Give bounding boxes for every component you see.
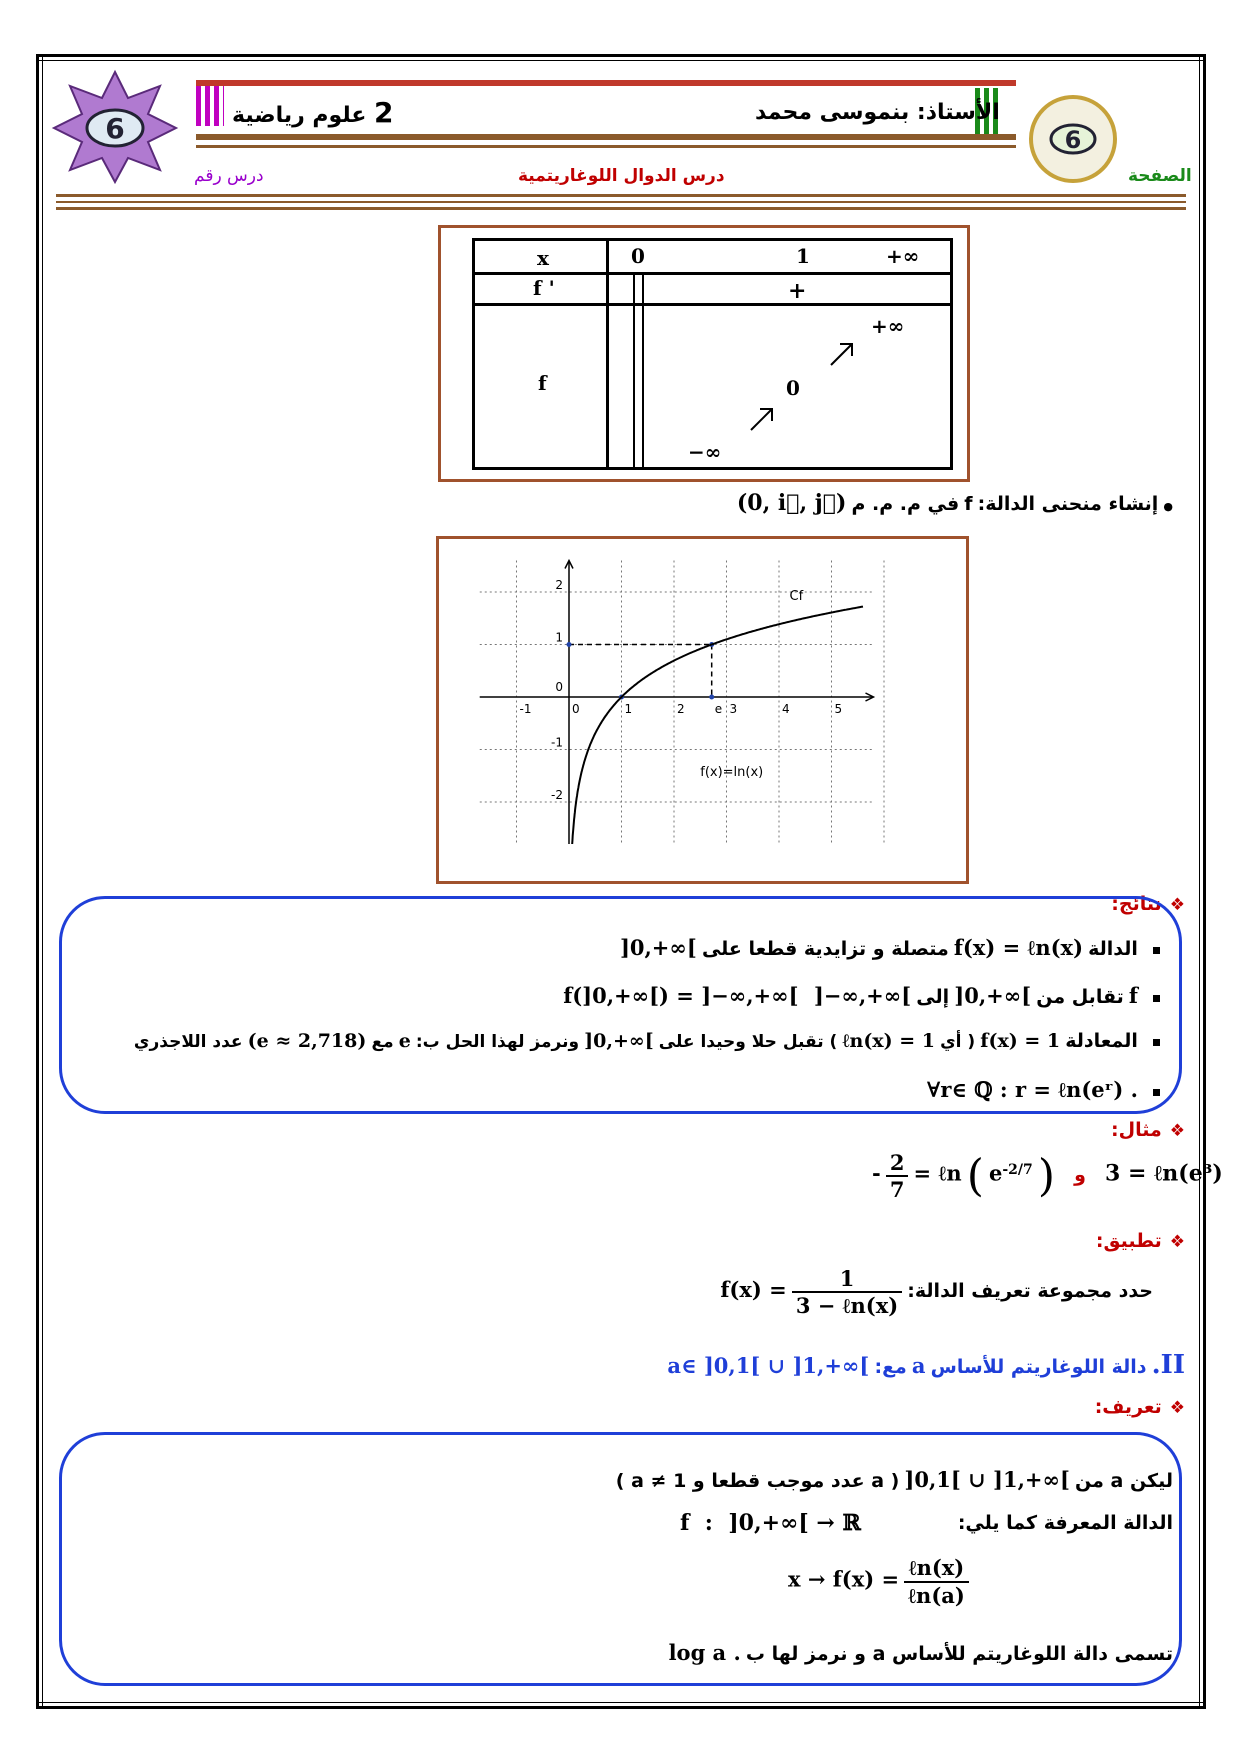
header-under-1 xyxy=(56,194,1186,197)
example-heading-text: مثال: xyxy=(1111,1119,1162,1141)
frame-top-1 xyxy=(36,54,1206,57)
result-item-4: ∀r∈ ℚ : r = ℓn(eʳ) . xyxy=(927,1077,1160,1103)
vt-f-bottom: −∞ xyxy=(688,440,722,464)
application-heading xyxy=(1096,1230,1185,1252)
vt-fprime-sign: + xyxy=(788,278,807,304)
y-tick-label: 2 xyxy=(555,578,563,592)
x-tick-label: 0 xyxy=(572,702,580,716)
vt-hline-2 xyxy=(472,303,950,306)
section2-line: II. دالة اللوغاريتم للأساس a مع: a∈ ]0,1[ ∪ ]1,+∞[ xyxy=(667,1350,1185,1380)
definition-heading-text: تعريف: xyxy=(1094,1396,1162,1418)
frame-bottom-2 xyxy=(36,1706,1206,1709)
vt-f-label: f xyxy=(538,371,547,395)
vt-hline-1 xyxy=(472,272,950,275)
application-diamond-icon: ❖ xyxy=(1169,1232,1185,1252)
x-tick-label: 3 xyxy=(729,702,738,716)
vt-vline-label xyxy=(606,238,609,467)
curve-section-frame-text: في م. م. م xyxy=(851,493,960,515)
definition-diamond-icon: ❖ xyxy=(1169,1398,1185,1418)
point-xe xyxy=(709,695,714,700)
vt-fprime-label: f ' xyxy=(533,276,555,300)
vt-x-inf: +∞ xyxy=(886,244,920,268)
frame-right-1 xyxy=(1199,54,1200,1709)
vt-f-top: +∞ xyxy=(871,314,905,338)
header-top-bar xyxy=(196,80,1016,86)
frame-left-2 xyxy=(42,54,43,1709)
vt-x-label: x xyxy=(537,246,549,270)
header-under-3 xyxy=(56,207,1186,210)
x-tick-label: 1 xyxy=(624,702,633,716)
y-tick-label: 1 xyxy=(555,630,563,645)
y-tick-label: -1 xyxy=(551,735,563,750)
curve-section-frame: (0, i⃗, j⃗) xyxy=(736,490,847,516)
definition-line-1: ليكن a من ]0,1[ ∪ ]1,+∞[ ( a عدد موجب قطعا و a ≠ 1 ) xyxy=(615,1467,1173,1492)
frame-left-1 xyxy=(36,54,39,1709)
vt-double-bar xyxy=(633,272,644,467)
example-diamond-icon: ❖ xyxy=(1169,1121,1185,1141)
curve-section-f: f xyxy=(964,493,973,515)
level-number: 2 xyxy=(374,96,394,129)
frame-top-2 xyxy=(36,60,1206,61)
header-under-2 xyxy=(56,201,1186,203)
application-line: حدد مجموعة تعريف الدالة: f(x) = $\frac{1}{\text{3 − ℓn(x)}}$ xyxy=(720,1266,1153,1318)
chart-box xyxy=(436,536,969,884)
page-badge-digit: 6 xyxy=(1064,126,1082,154)
point-y1 xyxy=(567,642,572,647)
header-bar-1 xyxy=(196,134,1016,140)
vt-x-1: 1 xyxy=(796,244,810,268)
curve-section-line: ● إنشاء منحنى الدالة: f في م. م. م (0, i⃗, j⃗) xyxy=(736,490,1173,516)
results-diamond-icon: ❖ xyxy=(1169,895,1185,915)
example-expression: - $\frac{2}{7}$ = ℓn ( $e^{-2/7}$ ) و 3 = ℓn(e³) xyxy=(872,1150,1223,1202)
result-item-1: الدالة f(x) = ℓn(x) متصلة و تزايدية قطعا على ]0,+∞[ xyxy=(620,935,1160,961)
example-heading xyxy=(1111,1119,1185,1141)
definition-line-4: تسمى دالة اللوغاريتم للأساس a و نرمز لها ب log a . xyxy=(668,1640,1173,1665)
curve-label: Cf xyxy=(789,588,804,604)
definition-heading xyxy=(1095,1396,1185,1418)
legend-label: f(x)=ln(x) xyxy=(700,764,764,780)
vt-arrow-up-2-icon xyxy=(828,339,858,369)
lesson-title: درس الدوال اللوغاريتمية xyxy=(518,166,725,186)
results-heading-text: نتائج: xyxy=(1111,893,1162,915)
frame-right-2 xyxy=(1203,54,1206,1709)
result-item-3: المعادلة f(x) = 1 ( أي ℓn(x) = 1 ) تقبل حلا وحيدا على ]0,+∞[ ونرمز لهذا الحل ب: e مع (e ≈ 2,718) عدد اللاجذري xyxy=(134,1030,1160,1053)
vt-arrow-up-1-icon xyxy=(748,404,778,434)
page-badge-icon xyxy=(1028,94,1118,184)
application-heading-text: تطبيق: xyxy=(1095,1230,1162,1252)
vt-x-0: 0 xyxy=(631,244,645,268)
x-tick-label: 4 xyxy=(782,702,790,716)
x-tick-label: 2 xyxy=(677,702,685,716)
star-logo-digit: 6 xyxy=(105,112,125,145)
teacher-name: الأستاذ: بنموسى محمد xyxy=(755,100,1000,125)
purple-stripes xyxy=(196,86,224,126)
lesson-number-label: درس رقم xyxy=(194,166,264,186)
variation-table-box xyxy=(438,225,970,482)
level-label xyxy=(232,96,394,129)
vt-f-middle: 0 xyxy=(786,376,800,400)
ln-chart xyxy=(439,539,966,881)
level-text: علوم رياضية xyxy=(232,103,367,128)
curve-section-title: إنشاء منحنى الدالة: xyxy=(977,493,1159,515)
y-tick-label: 0 xyxy=(555,680,563,694)
y-tick-label: -2 xyxy=(551,788,563,802)
star-logo-icon xyxy=(50,68,180,186)
page-label: الصفحة xyxy=(1128,166,1192,186)
x-tick-label: -1 xyxy=(519,702,532,716)
result-item-2: f تقابل من ]0,+∞[ إلى ]−∞,+∞[ f(]0,+∞[) = ]−∞,+∞[ xyxy=(563,983,1160,1008)
definition-mapping: f : ]0,+∞[ → ℝ xyxy=(680,1510,861,1536)
x-tick-label: 5 xyxy=(834,702,843,716)
header-bar-2 xyxy=(196,145,1016,148)
x-tick-label: e xyxy=(714,702,723,716)
definition-line-2: الدالة المعرفة كما يلي: xyxy=(957,1512,1173,1534)
definition-formula: x → f(x) = $\frac{\text{ℓn(x)}}{\text{ℓn(a)}}$ xyxy=(788,1555,969,1609)
ln-curve xyxy=(572,607,863,844)
frame-bottom-1 xyxy=(36,1702,1206,1703)
